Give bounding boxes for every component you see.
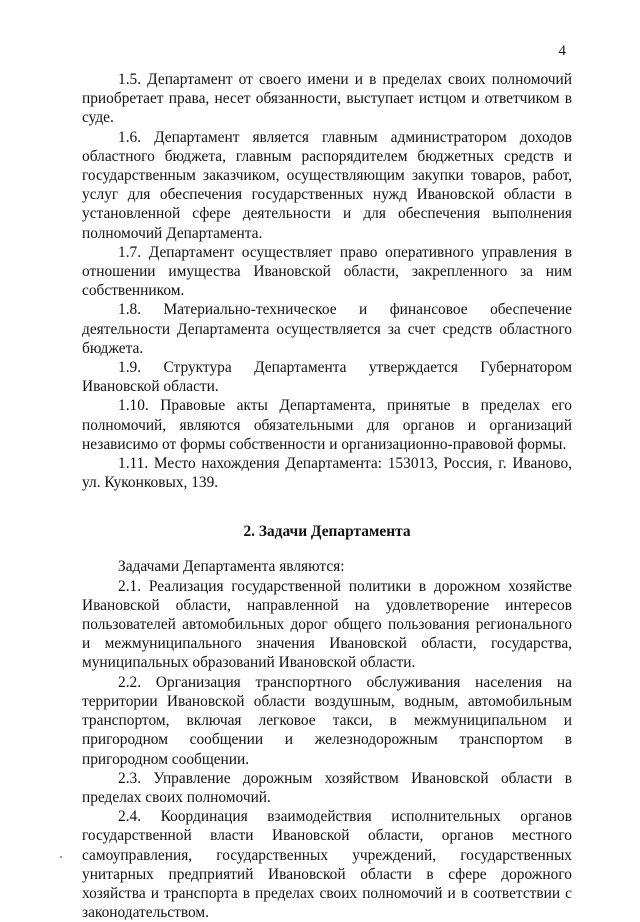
paragraph-2-3: 2.3. Управление дорожным хозяйством Ивановской области в пределах своих полномочий. <box>82 769 572 806</box>
section-2-intro: Задачами Департамента являются: <box>118 558 345 576</box>
paragraph-1-11: 1.11. Место нахождения Департамента: 153013, Россия, г. Иваново, ул. Куконковых, 139. <box>82 455 572 492</box>
section-2-heading: 2. Задачи Департамента <box>243 523 411 541</box>
document-body <box>82 70 572 922</box>
paragraph-1-10: 1.10. Правовые акты Департамента, принятые в пределах его полномочий, являются обязательными для органов и организаций независимо от формы собственности и организационно-правовой формы. <box>82 397 572 453</box>
scan-margin-mark <box>60 856 62 858</box>
page-number: 4 <box>558 43 566 59</box>
paragraph-2-4: 2.4. Координация взаимодействия исполнительных органов государственной власти Ивановской области, органов местного самоуправления, государственных учреждений, государственных унитарных предприятий Ивановской области в сфере дорожного хозяйства и транспорта в пределах своих полномочий и в соответствии с законодательством. <box>82 808 572 922</box>
paragraph-2-2: 2.2. Организация транспортного обслуживания населения на территории Ивановской области воздушным, водным, автомобильным транспортом, включая легковое такси, в межмуниципальном и пригородном сообщении и железнодорожным транспортом в пригородном сообщении. <box>82 673 572 768</box>
paragraph-1-6: 1.6. Департамент является главным администратором доходов областного бюджета, главным распорядителем бюджетных средств и государственным заказчиком, осуществляющим закупки товаров, работ, услуг для обеспечения государственных нужд Ивановской области в установленной сфере деятельности и для обеспечения выполнения полномочий Департамента. <box>82 128 572 242</box>
paragraph-2-1: 2.1. Реализация государственной политики в дорожном хозяйстве Ивановской области, направленной на удовлетворение интересов пользователей автомобильных дорог общего пользования регионального и межмуниципального значения Ивановской области, государства, муниципальных образований Ивановской области. <box>82 577 572 672</box>
paragraph-1-5: 1.5. Департамент от своего имени и в пределах своих полномочий приобретает права, несет обязанности, выступает истцом и ответчиком в суде. <box>82 71 572 127</box>
paragraph-1-8: 1.8. Материально-техническое и финансовое обеспечение деятельности Департамента осуществляется за счет средств областного бюджета. <box>82 301 572 357</box>
paragraph-1-7: 1.7. Департамент осуществляет право оперативного управления в отношении имущества Ивановской области, закрепленного за ним собственником. <box>82 243 572 300</box>
paragraph-1-9: 1.9. Структура Департамента утверждается Губернатором Ивановской области. <box>82 359 572 396</box>
